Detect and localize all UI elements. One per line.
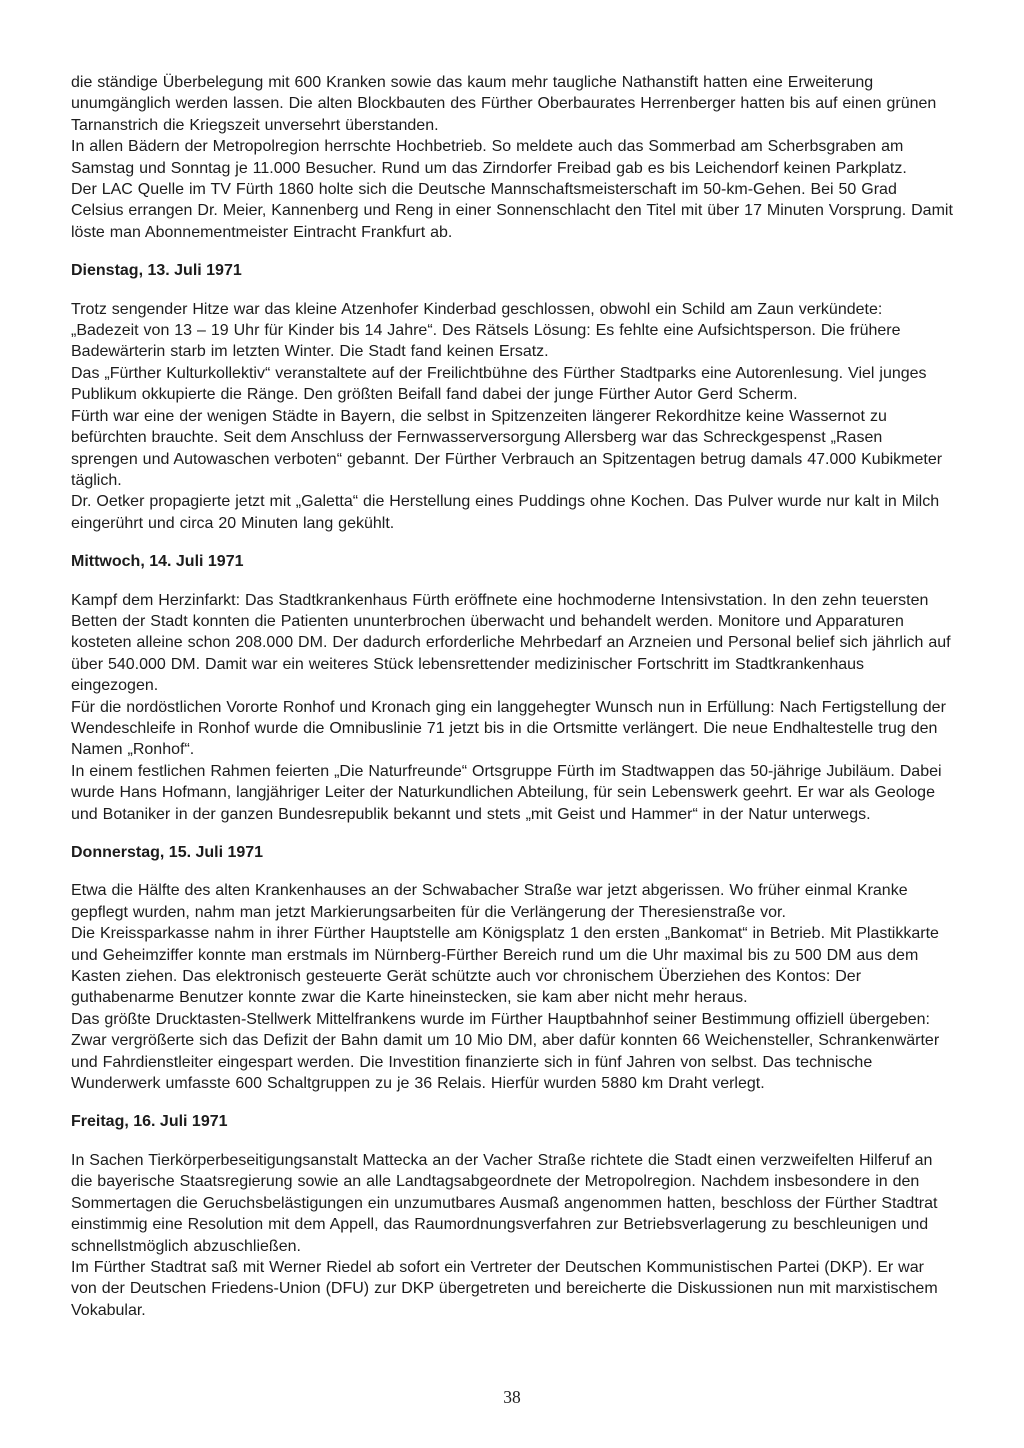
- paragraph: Für die nordöstlichen Vororte Ronhof und Kronach ging ein langgehegter Wunsch nun in Erfüllung: Nach Fertigstellung der Wendeschleife in Ronhof wurde die Omnibuslinie 71 jetzt bis in die Ortsmitte verlängert. Die neue Endhaltestelle trug den Namen „Ronhof“.: [71, 698, 946, 759]
- paragraph: Das größte Drucktasten-Stellwerk Mittelfrankens wurde im Fürther Hauptbahnhof seiner Bestimmung offiziell übergeben: Zwar vergrößerte sich das Defizit der Bahn damit um 10 Mio DM, aber dafür konnten 66 Weichensteller, Schrankenwärter und Fahrdienstleiter eingespart werden. Die Investition finanzierte sich in fünf Jahren von selbst. Das technische Wunderwerk umfasste 600 Schaltgruppen zu je 36 Relais. Hierfür wurden 5880 km Draht verlegt.: [71, 1010, 940, 1093]
- paragraph: In allen Bädern der Metropolregion herrschte Hochbetrieb. So meldete auch das Sommerbad am Scherbsgraben am Samstag und Sonntag je 11.000 Besucher. Rund um das Zirndorfer Freibad gab es bis Leichendorf keinen Parkplatz.: [71, 138, 907, 177]
- paragraph: Fürth war eine der wenigen Städte in Bayern, die selbst in Spitzenzeiten längerer Rekordhitze keine Wassernot zu befürchten brauchte. Seit dem Anschluss der Fernwasserversorgung Allersberg war das Schreckgespenst „Rasen sprengen und Autowaschen verboten“ gebannt. Der Fürther Verbrauch an Spitzentagen betrug damals 47.000 Kubikmeter täglich.: [71, 407, 943, 489]
- paragraph: In Sachen Tierkörperbeseitigungsanstalt Mattecka an der Vacher Straße richtete die Stadt einen verzweifelten Hilferuf an die bayerische Staatsregierung sowie an alle Landtagsabgeordnete der Metropolregion. Nachdem insbesondere in den Sommertagen die Geruchsbelästigungen ein unzumutbares Ausmaß angenommen hatten, beschloss der Fürther Stadtrat einstimmig eine Resolution mit dem Appell, das Raumordnungsverfahren zur Betriebsverlagerung zu beschleunigen und schnellstmöglich abzuschließen.: [71, 1151, 938, 1255]
- paragraph: Das „Fürther Kulturkollektiv“ veranstaltete auf der Freilichtbühne des Fürther Stadtparks eine Autorenlesung. Viel junges Publikum okkupierte die Ränge. Den größten Beifall fand dabei der junge Fürther Autor Gerd Scherm.: [71, 364, 927, 404]
- paragraph: Kampf dem Herzinfarkt: Das Stadtkrankenhaus Fürth eröffnete eine hochmoderne Intensivstation. In den zehn teuersten Betten der Stadt konnten die Patienten ununterbrochen überwacht und behandelt werden. Monitore und Apparaturen kosteten alleine schon 208.000 DM. Der dadurch erforderliche Mehrbedarf an Arzneien und Personal belief sich jährlich auf über 540.000 DM. Damit war ein weiteres Stück lebensrettender medizinischer Fortschritt im Stadtkrankenhaus eingezogen.: [71, 591, 951, 695]
- page-number: 38: [503, 1387, 521, 1407]
- paragraph: die ständige Überbelegung mit 600 Kranken sowie das kaum mehr taugliche Nathanstift hatten eine Erweiterung unumgänglich werden lassen. Die alten Blockbauten des Fürther Oberbaurates Herrenberger hatten bis auf einen grünen Tarnanstrich die Kriegszeit unversehrt überstanden.: [71, 74, 937, 134]
- section-heading: Dienstag, 13. Juli 1971: [71, 262, 242, 280]
- paragraph: Der LAC Quelle im TV Fürth 1860 holte sich die Deutsche Mannschaftsmeisterschaft im 50-km-Gehen. Bei 50 Grad Celsius errangen Dr. Meier, Kannenberg und Reng in einer Sonnenschlacht den Titel mit über 17 Minuten Vorsprung. Damit löste man Abonnementmeister Eintracht Frankfurt ab.: [71, 181, 953, 241]
- section-heading: Freitag, 16. Juli 1971: [71, 1113, 228, 1131]
- paragraph: Die Kreissparkasse nahm in ihrer Fürther Hauptstelle am Königsplatz 1 den ersten „Bankomat“ in Betrieb. Mit Plastikkarte und Geheimziffer konnte man erstmals im Nürnberg-Fürther Bereich rund um die Uhr maximal bis zu 500 DM aus dem Kasten ziehen. Das elektronisch gesteuerte Gerät schützte auch vor chronischem Überziehen des Kontos: Der guthabenarme Benutzer konnte zwar die Karte hineinstecken, sie kam aber nicht mehr heraus.: [71, 925, 939, 1007]
- paragraph: Trotz sengender Hitze war das kleine Atzenhofer Kinderbad geschlossen, obwohl ein Schild am Zaun verkündete: „Badezeit von 13 – 19 Uhr für Kinder bis 14 Jahre“. Des Rätsels Lösung: Es fehlte eine Aufsichtsperson. Die frühere Badewärterin starb im letzten Winter. Die Stadt fand keinen Ersatz.: [71, 300, 901, 361]
- paragraph: In einem festlichen Rahmen feierten „Die Naturfreunde“ Ortsgruppe Fürth im Stadtwappen das 50-jährige Jubiläum. Dabei wurde Hans Hofmann, langjähriger Leiter der Naturkundlichen Abteilung, für sein Lebenswerk geehrt. Er war als Geologe und Botaniker in der ganzen Bundesrepublik bekannt und stets „mit Geist und Hammer“ in der Natur unterwegs.: [71, 762, 942, 823]
- page-footer: [71, 1371, 953, 1408]
- document-body: [71, 72, 953, 1321]
- paragraph: Etwa die Hälfte des alten Krankenhauses an der Schwabacher Straße war jetzt abgerissen. Wo früher einmal Kranke gepflegt wurden, nahm man jetzt Markierungsarbeiten für die Verlängerung der Theresienstraße vor.: [71, 882, 908, 921]
- paragraph: Dr. Oetker propagierte jetzt mit „Galetta“ die Herstellung eines Puddings ohne Kochen. Das Pulver wurde nur kalt in Milch eingerührt und circa 20 Minuten lang gekühlt.: [71, 493, 940, 532]
- section-heading: Mittwoch, 14. Juli 1971: [71, 553, 244, 571]
- section-heading: Donnerstag, 15. Juli 1971: [71, 844, 264, 861]
- paragraph: Im Fürther Stadtrat saß mit Werner Riedel ab sofort ein Vertreter der Deutschen Kommunistischen Partei (DKP). Er war von der Deutschen Friedens-Union (DFU) zur DKP übergetreten und bereicherte die Diskussionen nun mit marxistischem Vokabular.: [71, 1258, 938, 1319]
